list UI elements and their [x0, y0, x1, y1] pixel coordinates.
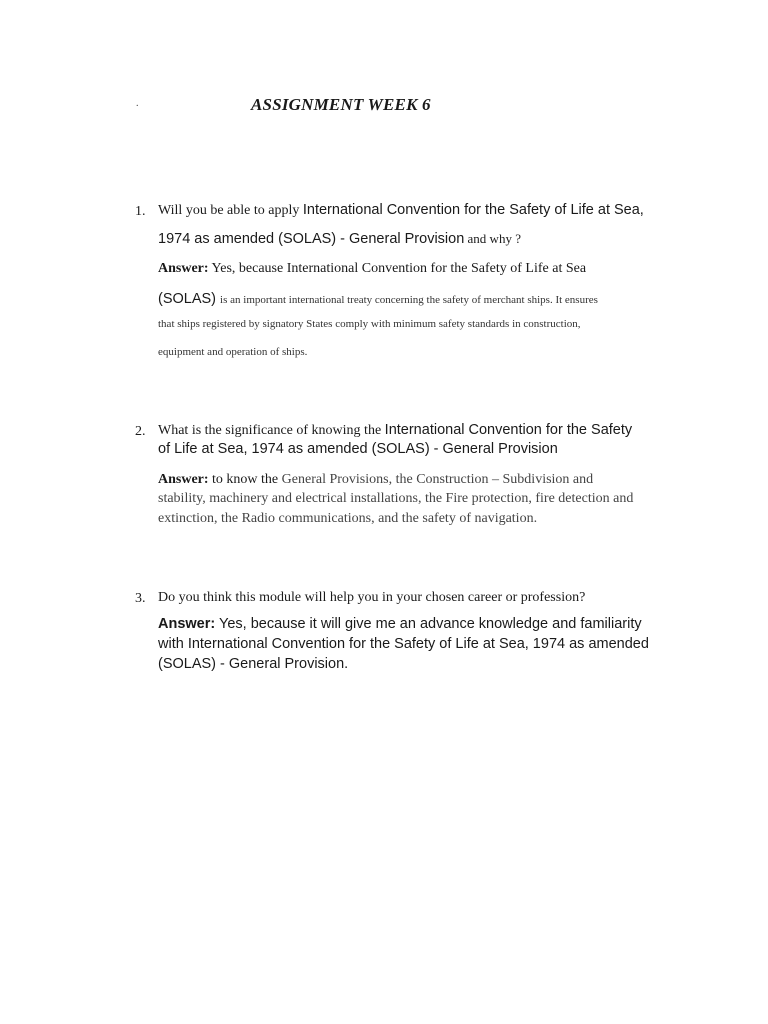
- q2-line2: of Life at Sea, 1974 as amended (SOLAS) - General Provision: [158, 441, 558, 457]
- q1-answer-text2: is an important international treaty concerning the safety of merchant ships. It ensures: [220, 294, 598, 306]
- q2-answer-text1b: General Provisions, the Construction – Subdivision and: [281, 472, 594, 487]
- q1-answer-line1: [158, 261, 586, 277]
- q2-answer-line1: [158, 472, 593, 488]
- stray-dot: .: [136, 98, 139, 109]
- q3-answer-line2: with International Convention for the Safety of Life at Sea, 1974 as amended: [158, 636, 649, 652]
- q1-answer-line3: that ships registered by signatory States comply with minimum safety standards in construction,: [158, 318, 581, 330]
- q2-answer-label: Answer:: [158, 472, 209, 487]
- q1-line1-a: Will you be able to apply: [158, 203, 303, 218]
- q1-answer-text1: Yes, because International Convention for the Safety of Life at Sea: [208, 261, 587, 276]
- q3-line1: Do you think this module will help you in your chosen career or profession?: [158, 590, 586, 605]
- q1-line1-b: International Convention for the Safety of Life at Sea,: [302, 202, 644, 218]
- q2-answer-line2: stability, machinery and electrical installations, the Fire protection, fire detection and: [158, 491, 634, 506]
- q3-answer-line3: (SOLAS) - General Provision.: [158, 656, 349, 672]
- q3-answer-line1: [158, 616, 642, 632]
- q3-answer-label: Answer:: [158, 616, 216, 632]
- q3-answer-text1: Yes, because it will give me an advance knowledge and familiarity: [215, 616, 642, 632]
- q1-answer-solas: (SOLAS): [158, 291, 221, 307]
- q2-line1: [158, 422, 632, 439]
- q1-line2-b: and why ?: [464, 231, 521, 246]
- q1-line2-a: 1974 as amended (SOLAS) - General Provision: [158, 231, 465, 247]
- q2-number: 2.: [135, 424, 146, 439]
- q1-answer-label: Answer:: [158, 261, 209, 276]
- page-title: ASSIGNMENT WEEK 6: [251, 95, 431, 114]
- q2-answer-text1a: to know the: [208, 472, 282, 487]
- q3-number: 3.: [135, 591, 146, 606]
- q1-line2: [158, 231, 521, 248]
- q2-line1-a: What is the significance of knowing the: [158, 423, 385, 438]
- q1-answer-line4: equipment and operation of ships.: [158, 346, 308, 358]
- q1-number: 1.: [135, 204, 146, 219]
- q1-line1: [158, 202, 644, 219]
- q2-answer-line3: extinction, the Radio communications, and the safety of navigation.: [158, 511, 538, 526]
- q2-line1-b: International Convention for the Safety: [384, 422, 633, 438]
- q1-answer-line2: [158, 290, 598, 308]
